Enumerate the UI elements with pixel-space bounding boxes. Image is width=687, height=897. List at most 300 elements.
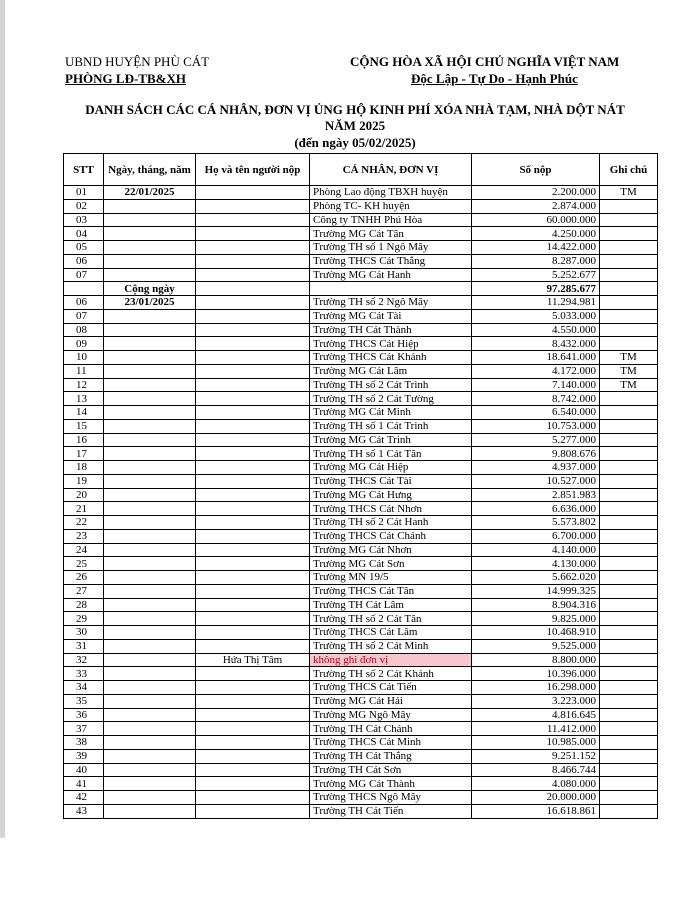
cell-note [600,598,658,612]
cell-date [104,708,196,722]
cell-note [600,612,658,626]
cell-stt: 32 [64,653,104,667]
cell-stt: 04 [64,227,104,241]
cell-date [104,461,196,475]
cell-note [600,433,658,447]
cell-amount: 10.527.000 [472,474,600,488]
cell-stt: 21 [64,502,104,516]
cell-note [600,199,658,213]
cell-date [104,681,196,695]
cell-stt: 30 [64,626,104,640]
cell-note [600,323,658,337]
cell-payer [196,419,310,433]
cell-note [600,406,658,420]
cell-date [104,571,196,585]
cell-date [104,433,196,447]
cell-amount: 11.412.000 [472,722,600,736]
table-row [64,722,658,736]
cell-note [600,694,658,708]
cell-note: TM [600,186,658,200]
cell-note [600,543,658,557]
cell-unit: Trường THCS Cát Nhơn [310,502,472,516]
col-header-unit: CÁ NHÂN, ĐƠN VỊ [310,154,472,186]
table-row [64,598,658,612]
cell-stt: 38 [64,736,104,750]
cell-date [104,694,196,708]
cell-stt: 06 [64,254,104,268]
cell-payer [196,557,310,571]
table-row [64,612,658,626]
cell-payer [196,364,310,378]
table-row [64,186,658,200]
cell-stt: 18 [64,461,104,475]
cell-stt: 06 [64,296,104,310]
donation-table [63,153,658,819]
cell-amount: 5.033.000 [472,309,600,323]
table-row [64,736,658,750]
cell-amount: 2.200.000 [472,186,600,200]
cell-amount: 5.252.677 [472,268,600,282]
table-row [64,804,658,818]
cell-amount: 5.662.020 [472,571,600,585]
cell-stt: 02 [64,199,104,213]
table-row [64,543,658,557]
cell-date [104,488,196,502]
cell-stt: 24 [64,543,104,557]
cell-note [600,419,658,433]
table-row [64,626,658,640]
cell-unit: Trường MG Cát Hưng [310,488,472,502]
cell-date [104,364,196,378]
cell-unit: Trường TH Cát Thành [310,323,472,337]
table-row [64,763,658,777]
table-row [64,268,658,282]
national-motto: Độc Lập - Tự Do - Hạnh Phúc [411,71,578,86]
cell-note [600,653,658,667]
table-row [64,653,658,667]
cell-payer [196,268,310,282]
cell-stt: 31 [64,639,104,653]
table-row [64,681,658,695]
cell-stt: 28 [64,598,104,612]
document-title: DANH SÁCH CÁC CÁ NHÂN, ĐƠN VỊ ỦNG HỘ KINH PHÍ XÓA NHÀ TẠM, NHÀ DỘT NÁT [85,102,625,117]
cell-note [600,296,658,310]
cell-amount: 4.172.000 [472,364,600,378]
cell-note [600,722,658,736]
cell-note: TM [600,364,658,378]
cell-unit: Trường THCS Cát Tiến [310,681,472,695]
cell-payer [196,461,310,475]
cell-date [104,268,196,282]
cell-amount: 5.573.802 [472,516,600,530]
cell-unit: Trường THCS Cát Chánh [310,529,472,543]
cell-unit: Trường THCS Cát Lâm [310,626,472,640]
cell-amount: 9.825.000 [472,612,600,626]
cell-payer [196,474,310,488]
agency-name: UBND HUYỆN PHÙ CÁT [65,54,210,69]
cell-stt: 12 [64,378,104,392]
cell-payer [196,406,310,420]
cell-payer [196,681,310,695]
cell-payer [196,722,310,736]
cell-amount: 8.432.000 [472,337,600,351]
table-row [64,571,658,585]
cell-date [104,309,196,323]
cell-payer [196,447,310,461]
table-row [64,199,658,213]
cell-payer [196,529,310,543]
cell-date [104,736,196,750]
col-header-note: Ghi chú [600,154,658,186]
cell-stt: 08 [64,323,104,337]
cell-date [104,378,196,392]
cell-stt: 34 [64,681,104,695]
cell-amount: 8.466.744 [472,763,600,777]
cell-unit: Trường TH Cát Lâm [310,598,472,612]
cell-note [600,241,658,255]
cell-payer [196,708,310,722]
cell-amount: 14.999.325 [472,584,600,598]
table-row [64,241,658,255]
cell-note [600,461,658,475]
col-header-stt: STT [64,154,104,186]
cell-unit: Trường MG Ngô Mây [310,708,472,722]
cell-unit: Trường TH số 2 Cát Trinh [310,378,472,392]
cell-stt: 19 [64,474,104,488]
cell-note [600,268,658,282]
cell-stt: 23 [64,529,104,543]
cell-stt: 22 [64,516,104,530]
table-row [64,296,658,310]
table-row [64,392,658,406]
table-row [64,337,658,351]
cell-amount: 20.000.000 [472,791,600,805]
viewer-left-edge [0,0,5,838]
cell-payer [196,736,310,750]
cell-payer [196,804,310,818]
cell-note [600,516,658,530]
cell-payer [196,516,310,530]
cell-amount: 10.985.000 [472,736,600,750]
cell-amount: 8.800.000 [472,653,600,667]
cell-stt: 15 [64,419,104,433]
cell-amount: 11.294.981 [472,296,600,310]
cell-stt: 05 [64,241,104,255]
cell-stt: 26 [64,571,104,585]
cell-date [104,419,196,433]
cell-note: TM [600,378,658,392]
cell-note [600,584,658,598]
col-header-payer: Họ và tên người nộp [196,154,310,186]
cell-amount: 4.550.000 [472,323,600,337]
cell-note [600,309,658,323]
cell-unit: Trường MG Cát Nhơn [310,543,472,557]
cell-unit: Trường MG Cát Trinh [310,433,472,447]
cell-date [104,612,196,626]
cell-date [104,529,196,543]
table-row [64,227,658,241]
cell-note [600,254,658,268]
cell-payer [196,323,310,337]
cell-payer [196,392,310,406]
cell-date: 23/01/2025 [104,296,196,310]
cell-date [104,777,196,791]
cell-note [600,804,658,818]
cell-note [600,474,658,488]
cell-amount: 10.468.910 [472,626,600,640]
table-body [64,186,658,819]
cell-unit: Trường MG Cát Hải [310,694,472,708]
cell-stt: 07 [64,309,104,323]
cell-note [600,213,658,227]
cell-note [600,708,658,722]
cell-note [600,791,658,805]
cell-note [600,557,658,571]
national-title: CỘNG HÒA XÃ HỘI CHỦ NGHĨA VIỆT NAM [350,54,620,69]
cell-date [104,241,196,255]
cell-stt: 10 [64,351,104,365]
cell-stt: 07 [64,268,104,282]
cell-date [104,213,196,227]
document-year: NĂM 2025 [324,118,386,133]
cell-amount: 8.742.000 [472,392,600,406]
cell-unit: Trường MG Cát Tân [310,227,472,241]
cell-stt: 20 [64,488,104,502]
cell-stt: 33 [64,667,104,681]
cell-date [104,254,196,268]
cell-unit: Trường MG Cát Hiệp [310,461,472,475]
cell-stt: 39 [64,749,104,763]
cell-amount: 4.250.000 [472,227,600,241]
cell-amount: 5.277.000 [472,433,600,447]
cell-unit: Trường THCS Cát Thắng [310,254,472,268]
cell-amount: 4.130.000 [472,557,600,571]
cell-note [600,777,658,791]
cell-amount: 4.140.000 [472,543,600,557]
cell-stt: 25 [64,557,104,571]
cell-date [104,804,196,818]
cell-unit: Trường MG Cát Tài [310,309,472,323]
cell-unit: Trường TH số 2 Cát Minh [310,639,472,653]
cell-amount: 18.641.000 [472,351,600,365]
cell-amount: 8.904.316 [472,598,600,612]
cell-stt: 43 [64,804,104,818]
cell-date [104,598,196,612]
cell-amount: 6.540.000 [472,406,600,420]
table-row [64,694,658,708]
cell-amount: 16.618.861 [472,804,600,818]
cell-note [600,749,658,763]
cell-date [104,557,196,571]
cell-payer [196,571,310,585]
cell-amount: 14.422.000 [472,241,600,255]
table-row [64,474,658,488]
cell-date [104,763,196,777]
cell-date [104,351,196,365]
cell-amount: 3.223.000 [472,694,600,708]
cell-payer [196,639,310,653]
cell-payer [196,378,310,392]
cell-unit: Công ty TNHH Phú Hòa [310,213,472,227]
cell-note [600,667,658,681]
cell-payer [196,612,310,626]
cell-payer [196,584,310,598]
table-row [64,461,658,475]
cell-date [104,639,196,653]
cell-amount: 16.298.000 [472,681,600,695]
cell-stt: 42 [64,791,104,805]
cell-stt: 27 [64,584,104,598]
cell-unit: Trường MG Cát Thành [310,777,472,791]
document-date: (đến ngày 05/02/2025) [294,135,416,150]
cell-date [104,584,196,598]
cell-unit: Trường TH Cát Sơn [310,763,472,777]
cell-stt: 13 [64,392,104,406]
cell-note: TM [600,351,658,365]
cell-payer [196,254,310,268]
col-header-amount: Số nộp [472,154,600,186]
cell-payer: Hứa Thị Tâm [196,653,310,667]
department-name: PHÒNG LĐ-TB&XH [65,71,186,86]
cell-date [104,474,196,488]
cell-note [600,626,658,640]
cell-unit: Phòng TC- KH huyện [310,199,472,213]
cell-stt: 40 [64,763,104,777]
cell-payer [196,282,310,296]
cell-date [104,722,196,736]
page-bottom-margin [0,838,687,897]
table-row [64,529,658,543]
cell-payer [196,749,310,763]
cell-unit: Trường THCS Cát Minh [310,736,472,750]
table-row [64,639,658,653]
cell-unit: Trường MG Cát Minh [310,406,472,420]
cell-amount: 9.251.152 [472,749,600,763]
cell-payer [196,227,310,241]
table-row [64,419,658,433]
cell-payer [196,186,310,200]
cell-payer [196,241,310,255]
cell-payer [196,488,310,502]
cell-stt: 37 [64,722,104,736]
cell-unit: Trường THCS Cát Hiệp [310,337,472,351]
table-row [64,406,658,420]
table-row [64,364,658,378]
cell-note [600,488,658,502]
cell-stt [64,282,104,296]
cell-payer [196,694,310,708]
cell-amount: 10.396.000 [472,667,600,681]
cell-amount: 8.287.000 [472,254,600,268]
table-row [64,447,658,461]
cell-payer [196,309,310,323]
cell-note [600,571,658,585]
cell-date [104,749,196,763]
cell-payer [196,502,310,516]
cell-payer [196,213,310,227]
cell-unit: Phòng Lao động TBXH huyện [310,186,472,200]
cell-date [104,502,196,516]
cell-stt: 17 [64,447,104,461]
cell-unit: Trường THCS Ngô Mây [310,791,472,805]
cell-amount: 7.140.000 [472,378,600,392]
cell-note [600,227,658,241]
cell-amount: 2.851.983 [472,488,600,502]
cell-stt: 03 [64,213,104,227]
table-row [64,667,658,681]
cell-stt: 41 [64,777,104,791]
cell-unit: Trường TH Cát Chánh [310,722,472,736]
cell-note [600,639,658,653]
cell-date [104,447,196,461]
cell-date [104,543,196,557]
cell-unit: Trường THCS Cát Tài [310,474,472,488]
cell-amount: 9.525.000 [472,639,600,653]
table-row [64,584,658,598]
table-row [64,213,658,227]
cell-stt: 11 [64,364,104,378]
cell-unit: Trường TH số 2 Cát Tân [310,612,472,626]
table-row [64,433,658,447]
cell-payer [196,626,310,640]
cell-payer [196,667,310,681]
cell-unit: Trường TH số 2 Cát Hanh [310,516,472,530]
cell-note [600,681,658,695]
cell-note [600,392,658,406]
cell-unit: Trường THCS Cát Tân [310,584,472,598]
cell-unit: không ghi đơn vị [310,653,472,667]
cell-amount: 9.808.676 [472,447,600,461]
table-row [64,749,658,763]
cell-note [600,282,658,296]
table-row [64,777,658,791]
cell-date [104,392,196,406]
cell-date [104,516,196,530]
cell-payer [196,791,310,805]
cell-payer [196,337,310,351]
cell-unit: Trường TH số 1 Cát Tân [310,447,472,461]
cell-unit: Trường MG Cát Sơn [310,557,472,571]
cell-unit: Trường TH số 1 Ngô Mây [310,241,472,255]
cell-unit: Trường TH số 2 Ngô Mây [310,296,472,310]
cell-stt: 09 [64,337,104,351]
cell-stt: 14 [64,406,104,420]
cell-note [600,337,658,351]
table-row [64,351,658,365]
cell-stt: 01 [64,186,104,200]
cell-amount: 4.937.000 [472,461,600,475]
cell-date [104,791,196,805]
cell-date [104,323,196,337]
cell-payer [196,763,310,777]
cell-date [104,337,196,351]
table-row [64,502,658,516]
cell-unit: Trường THCS Cát Khánh [310,351,472,365]
cell-amount: 4.080.000 [472,777,600,791]
cell-date [104,199,196,213]
cell-unit: Trường TH số 2 Cát Tường [310,392,472,406]
table-row [64,708,658,722]
cell-stt: 35 [64,694,104,708]
cell-date: Cộng ngày [104,282,196,296]
cell-date [104,653,196,667]
table-header-row [64,154,658,186]
cell-payer [196,777,310,791]
cell-payer [196,543,310,557]
cell-note [600,502,658,516]
cell-unit: Trường MG Cát Lâm [310,364,472,378]
cell-unit: Trường TH Cát Thắng [310,749,472,763]
